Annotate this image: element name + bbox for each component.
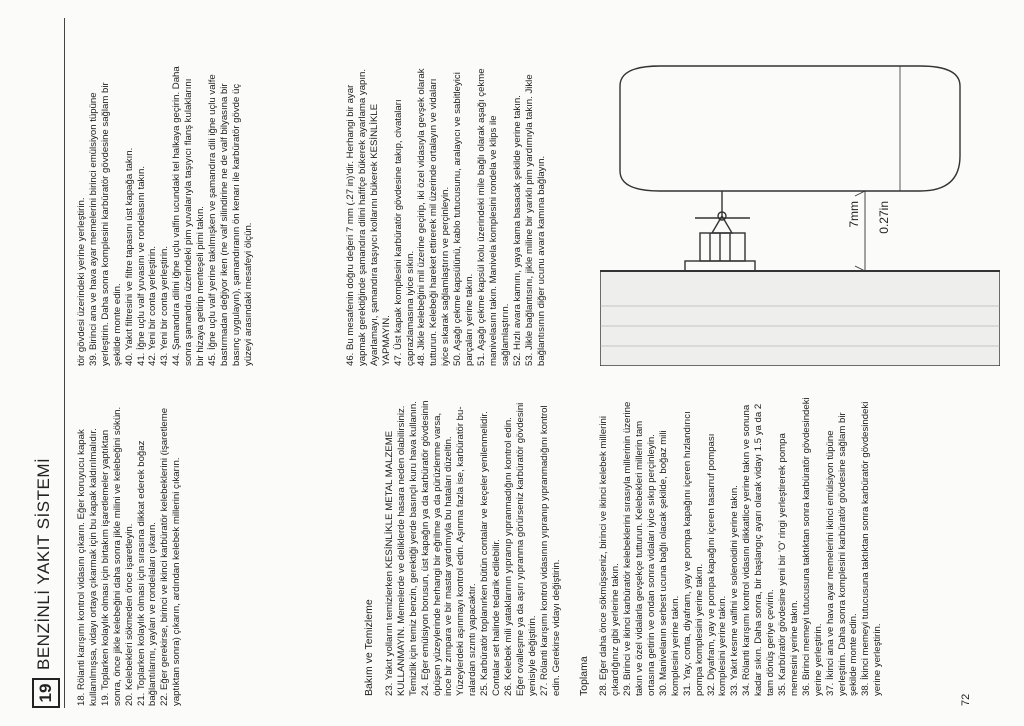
paragraph: 24. Eğer emülsiyon borusun, üst kapağın ya da karbüratör gövdesinin öpüşen yüzeylerinde herhangi bir eğrilme ya da pürüzlenme varsa, ince bir zımpara ve bir mastar yardımıyla bu hataları düzeltin. Yüzeylerdeki aşınmayı kontrol edin. Aşınma fazla ise, karbüratör buralardan sızıntı yapacaktır. — [419, 400, 479, 696]
paragraph: 39. Birinci ana ve hava ayar memelerini birinci emülsiyon tüpüne yerleştirin. Daha sonra komplesini karbüratör gövdesine sağlam bir şekilde monte edin. — [87, 82, 123, 366]
section-heading: Toplama — [577, 656, 590, 696]
float-level-figure — [600, 46, 1000, 366]
paragraph: 36. Birinci memeyi tutucusuna taktıktan sonra karbüratör gövdesindeki yerine yerleştirin. — [800, 397, 824, 696]
paragraph: 46. Bu mesafenin doğru değeri 7 mm (.27 in)'dir. Herhangi bir ayar yapmak gerektiğinde şamandıra dilini hafifçe bükerek ayarlama yapın. Ayarlamayı, şamandıra taşıyıcı kollarını bükerek KESİNLİKLE YAPMAYIN. — [345, 68, 392, 366]
chapter-title: BENZİNLİ YAKIT SİSTEMİ — [34, 457, 53, 670]
paragraph: 33. Yakıt kesme valfini ve solenoidini yerine takın. — [729, 485, 741, 696]
column-4 — [345, 61, 547, 366]
paragraph: 37. İkinci ana ve hava ayar memelerini ikinci emülsiyon tüpüne yerleştirin. Daha sonra komplesini karbüratör gövdesine sağlam bir şekilde monte edin. — [824, 412, 860, 696]
paragraph: 35. Karbüratör gövdesine yeni bir 'O' ringi yerleştirerek pompa memesini yerine takın. — [777, 433, 800, 696]
paragraph: 29. Birinci ve ikinci karbüratör kelebeklerini sırasıyla millerinin üzerine takın ve özel vidalarla gevşekçe tutturun. Kelebekleri millerin tam ortasına getirin ve ondan sonra vidaları iyice sıkıp perçinleyin. — [622, 401, 658, 696]
paragraph: 34. Rölanti karışımı kontrol vidasını dikkatlice yerine takın ve sonuna kadar sıkın. Daha sonra, bir başlangıç ayarı olarak vidayı 1.5 ya da 2 tam dönüş geriye çevirin. — [741, 403, 777, 696]
paragraph: 48. Jikle kelebeğini mil üzerine geçirip, iki özel vidasıyla gevşek olarak tutturun. Kelebeği hareket ettirerek mil üzerinde ortalayın ve vidaları iyice sıkarak sağlamlaştırın ve perçinleyin. — [416, 68, 452, 366]
float-level-diagram — [600, 46, 1000, 366]
paragraph: 41. İğne uçlu valf yuvasını ve rondelasını takın. — [135, 166, 147, 366]
paragraph: tör gövdesi üzerindeki yerine yerleştirin. — [76, 197, 87, 366]
paragraph: 27. Rölanti karışımı kontrol vidasının yıpranıp yıpranmadığını kontrol edin. Gerekirse vidayı değiştirin. — [538, 405, 562, 696]
paragraph: 31. Yay, conta, diyafram, yay ve pompa kapağını içeren hızlandırıcı pompa komplesini yerine takın. — [681, 411, 705, 696]
page-number: 72 — [960, 693, 972, 706]
paragraph: 50. Aşağı çekme kapsülünü, kablo tutucusunu, aralayıcı ve sabitleyici parçaları yerine takın. — [452, 72, 476, 366]
paragraph: 20. Kelebekleri sökmeden önce işaretleyin. — [123, 523, 135, 706]
callout-mm: 7mm — [847, 201, 861, 228]
paragraph: 42. Yeni bir conta yerleştirin. — [147, 246, 159, 366]
paragraph: 26. Kelebek mili yataklarının yıpranıp yıpranmadığını kontrol edin. Eğer ovalleşme ya da aşırı yıpranma görürseniz karbüratör gövdesini yenisiyle değiştirin. — [502, 402, 538, 696]
paragraph: 43. Yeni bir conta yerleştirin. — [159, 246, 171, 366]
paragraph: 32. Diyafram, yay ve pompa kapağını içeren tasarruf pompası komplesini yerine takın. — [705, 433, 729, 696]
page-header — [24, 18, 65, 708]
column-1 — [76, 401, 183, 706]
paragraph: 52. Hızlı avara kamını, yaya kama basacak şekilde yerine takın. — [511, 95, 523, 366]
paragraph: 53. Jikle bağlantısını, jikle miline bir yarıklı pim yardımıyla takın. Jikle bağlantısının diğer ucunu avara kamına bağlayın. — [523, 74, 547, 366]
paragraph: 18. Rölanti karışımı kontrol vidasını çıkarın. Eğer koruyucu kapak kullanılmışsa, vidayı ortaya çıkarmak için bu kapak kaldırılmalıdır. — [76, 428, 99, 706]
paragraph: 25. Karbüratör toplanırken bütün contalar ve keçeler yenilenmelidir. Contalar set halinde tedarik edilebilir. — [479, 411, 503, 696]
paragraph: 19. Toplarken kolaylık olması için birtakım işaretlemeler yaptıktan sonra, önce jikle kelebeğini daha sonra jikle milini ve kelebeğini sökün. — [99, 406, 123, 706]
paragraph: 47. Üst kapak komplesini karbüratör gövdesine takıp, civataları çaprazlamasına iyice sıkın. — [392, 99, 416, 366]
column-3 — [76, 66, 255, 366]
paragraph: 38. İkinci memeyi tutucusuna taktıktan sonra karbüratör gövdesindeki yerine yerleştirin. — [860, 401, 884, 696]
chapter-badge: 19 — [32, 678, 60, 708]
carburetor-cover-illustration — [600, 66, 1000, 366]
paragraph: 44. Şamandıra dilini iğne uçlu valfin ucundaki tel halkaya geçirin. Daha sonra şamandıra üzerindeki pim yuvalarıyla taşıyıcı flanş kulaklarını bir hizaya getirip menteşeli pimi takın. — [171, 66, 207, 366]
callout-in: 0.27in — [877, 201, 891, 234]
paragraph: 45. İğne uçlu valf yerine takılmışken ve şamandıra dili iğne uçlu valfe bastırmadan değiyor iken (ne valf silindirine ne de valf bilyasına bir basınç uygulayın), şamandıranın ön kenarı ile karbüratör gövde üç yüzeyi arasındaki mesafeyi ölçün. — [206, 74, 254, 366]
paragraph: 28. Eğer daha önce sökmüşseniz, birinci ve ikinci kelebek millerini çıkardığınız gibi yerlerine takın. — [598, 416, 622, 696]
paragraph: 51. Aşağı çekme kapsül kolu üzerindeki mile bağlı olarak aşağı çekme manivelasını takın. Manivela komplesini rondela ve klips ile sağlamlaştırın. — [475, 68, 511, 366]
section-heading: Bakım ve Temizleme — [363, 599, 375, 696]
paragraph: 22. Eğer gerekirse, birinci ve ikinci karbüratör kelebeklerini (işaretleme yaptıktan sonra) çıkarın, ardından kelebek millerini çıkarın. — [159, 407, 183, 706]
paragraph: 23. Yakıt yollarını temizlerken KESİNLİKLE METAL MALZEME KULLANMAYIN. Memelerde ve deliklerde hasara neden olabilirsiniz. Temizlik için temiz benzin, gerektiği yerde basınçlı kuru hava kullanın. — [383, 401, 419, 696]
paragraph: 40. Yakıt filtresini ve filtre tapasını üst kapağa takın. — [123, 147, 135, 366]
column-2 — [348, 396, 884, 696]
paragraph: 21. Toplarken kolaylık olması için sırasına dikkat ederek boğaz bağlantılarını, yayları ve rondelaları çıkarın. — [135, 440, 159, 706]
paragraph: 30. Manivelanın serbest ucuna bağlı olacak şekilde, boğaz mili komplesini yerine takın. — [657, 430, 681, 696]
